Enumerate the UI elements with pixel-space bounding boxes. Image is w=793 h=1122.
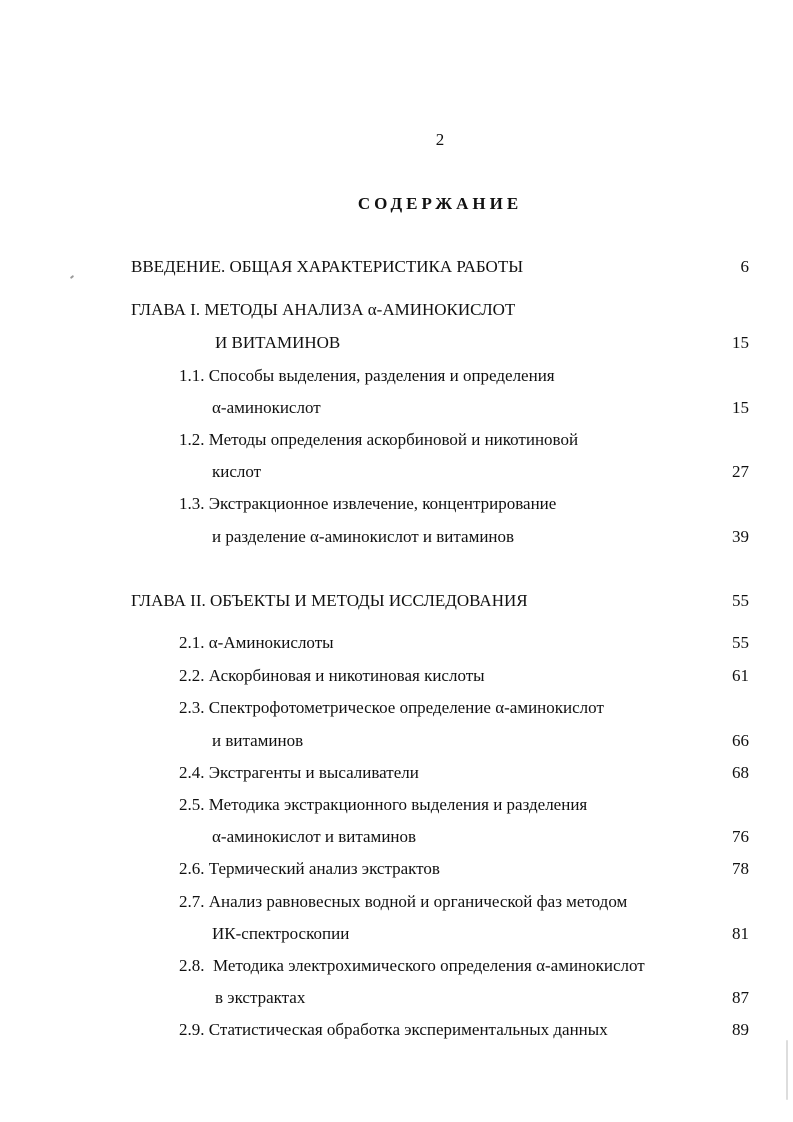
toc-entry-chapter-1-cont: И ВИТАМИНОВ <box>215 333 341 352</box>
toc-entry-section-2-8: 2.8. Методика электрохимического определения α-аминокислот <box>179 956 645 975</box>
toc-page-number: 55 <box>732 633 749 652</box>
toc-page-number: 39 <box>732 527 749 546</box>
toc-entry-chapter-1: ГЛАВА I. МЕТОДЫ АНАЛИЗА α-АМИНОКИСЛОТ <box>131 300 516 319</box>
toc-page-number: 15 <box>732 333 749 352</box>
toc-page-number: 6 <box>740 257 749 276</box>
page-number: 2 <box>435 130 445 149</box>
toc-entry-section-1-2-cont: кислот <box>212 462 262 481</box>
toc-page-number: 76 <box>732 827 749 846</box>
toc-entry-section-2-3: 2.3. Спектрофотометрическое определение α-аминокислот <box>179 698 604 717</box>
toc-entry-section-2-7-cont: ИК-спектроскопии <box>212 924 350 943</box>
toc-entry-section-1-1: 1.1. Способы выделения, разделения и определения <box>179 366 555 385</box>
toc-entry-section-1-3-cont: и разделение α-аминокислот и витаминов <box>212 527 515 546</box>
toc-page-number: 81 <box>732 924 749 943</box>
toc-entry-section-2-5-cont: α-аминокислот и витаминов <box>212 827 417 846</box>
toc-page-number: 78 <box>732 859 749 878</box>
toc-entry-section-1-2: 1.2. Методы определения аскорбиновой и никотиновой <box>179 430 579 449</box>
scan-edge-shadow <box>786 1040 788 1100</box>
toc-entry-section-2-8-cont: в экстрактах <box>215 988 306 1007</box>
toc-entry-section-2-2: 2.2. Аскорбиновая и никотиновая кислоты <box>179 666 485 685</box>
toc-page-number: 87 <box>732 988 749 1007</box>
toc-entry-section-2-6: 2.6. Термический анализ экстрактов <box>179 859 440 878</box>
toc-entry-section-2-5: 2.5. Методика экстракционного выделения и разделения <box>179 795 588 814</box>
scan-speck <box>70 275 74 279</box>
toc-entry-intro: ВВЕДЕНИЕ. ОБЩАЯ ХАРАКТЕРИСТИКА РАБОТЫ <box>131 257 524 276</box>
toc-page-number: 55 <box>732 591 749 610</box>
toc-entry-section-2-7: 2.7. Анализ равновесных водной и органической фаз методом <box>179 892 628 911</box>
toc-entry-section-2-9: 2.9. Статистическая обработка экспериментальных данных <box>179 1020 608 1039</box>
toc-entry-section-1-1-cont: α-аминокислот <box>212 398 321 417</box>
toc-entry-section-1-3: 1.3. Экстракционное извлечение, концентрирование <box>179 494 557 513</box>
toc-page-number: 68 <box>732 763 749 782</box>
toc-entry-chapter-2: ГЛАВА II. ОБЪЕКТЫ И МЕТОДЫ ИССЛЕДОВАНИЯ <box>131 591 528 610</box>
toc-page-number: 66 <box>732 731 749 750</box>
toc-entry-section-2-4: 2.4. Экстрагенты и высаливатели <box>179 763 419 782</box>
toc-title: СОДЕРЖАНИЕ <box>357 194 523 213</box>
toc-page-number: 61 <box>732 666 749 685</box>
toc-entry-section-2-1: 2.1. α-Аминокислоты <box>179 633 334 652</box>
toc-page-number: 27 <box>732 462 749 481</box>
toc-page-number: 15 <box>732 398 749 417</box>
toc-page-number: 89 <box>732 1020 749 1039</box>
toc-entry-section-2-3-cont: и витаминов <box>212 731 304 750</box>
